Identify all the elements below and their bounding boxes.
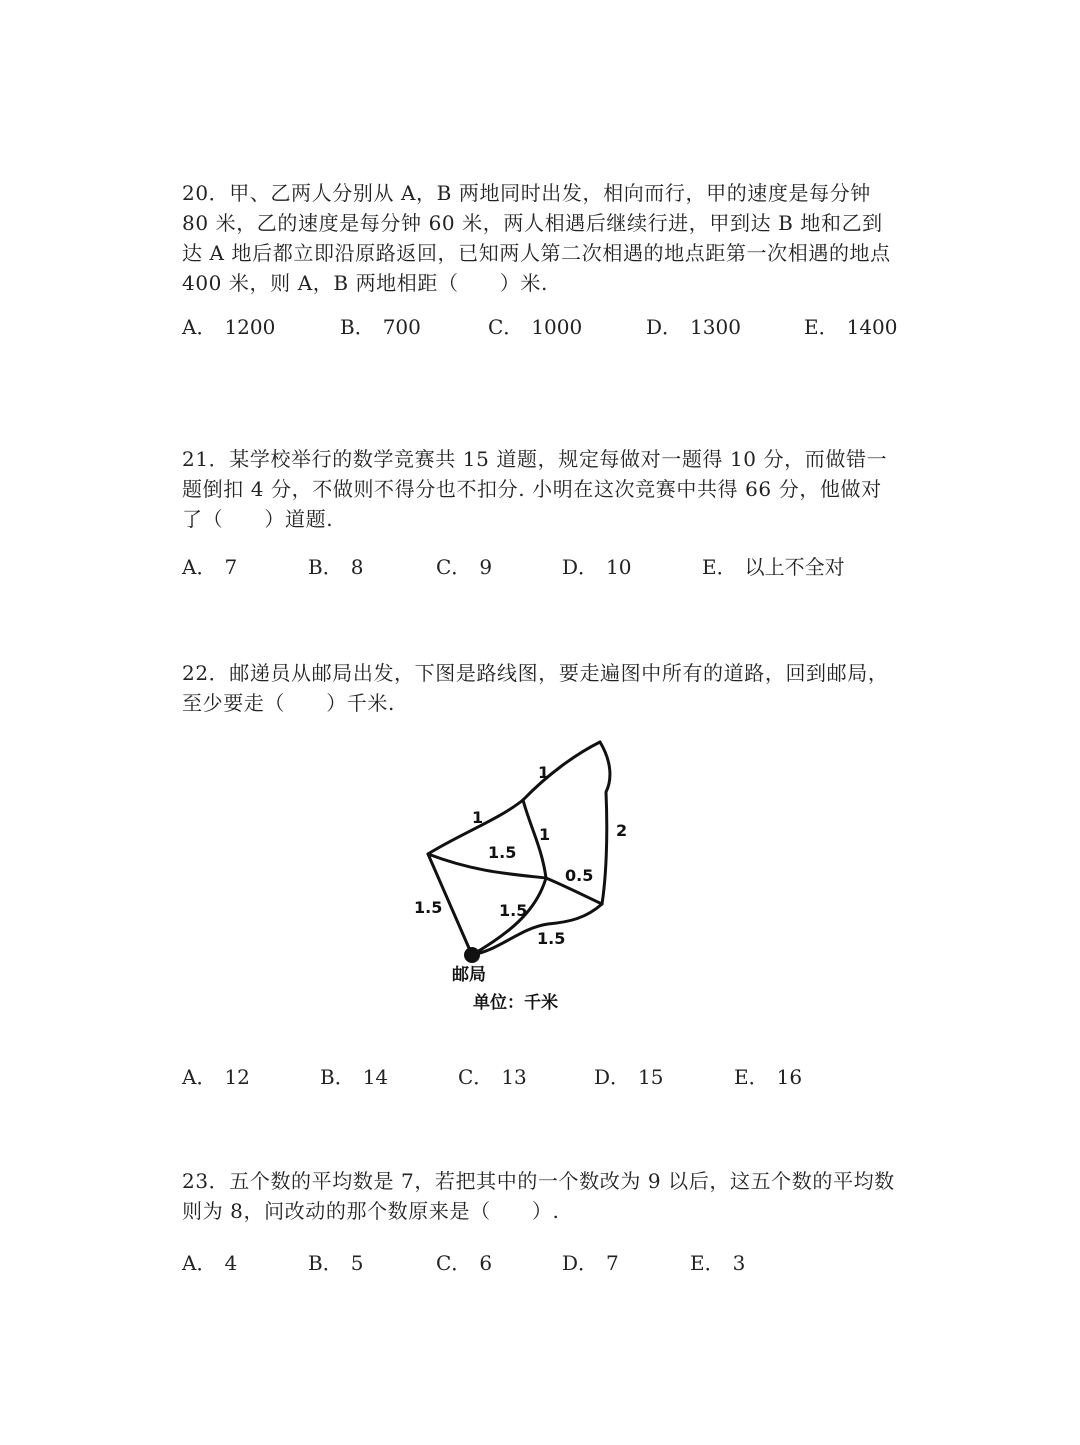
option-22-d: D． 15 [594,1065,664,1089]
option-22-a: A． 12 [182,1065,250,1089]
option-20-d: D． 1300 [646,315,741,339]
option-21-e: E． 以上不全对 [702,555,845,579]
option-21-b: B． 8 [308,555,364,579]
option-20-e: E． 1400 [804,315,898,339]
question-20-options [182,312,902,342]
option-23-e: E． 3 [690,1251,746,1275]
edge-label-upper-left: 1 [472,808,484,827]
edge-label-inner: 1 [539,825,551,844]
question-21-text: 21．某学校举行的数学竞赛共 15 道题，规定每做对一题得 10 分，而做错一题倒扣 4 分，不做则不得分也不扣分. 小明在这次竞赛中共得 66 分，他做对了（ ）道题. [182,447,888,531]
question-22-text: 22．邮递员从邮局出发，下图是路线图，要走遍图中所有的道路，回到邮局，至少要走（ ）千米. [182,661,889,715]
option-23-d: D． 7 [562,1251,619,1275]
edge-label-middle: 1.5 [488,843,517,862]
edge-label-left: 1.5 [414,898,443,917]
question-22-options [182,1062,902,1092]
route-map-figure [400,728,660,1028]
post-office-label: 邮局 [452,965,486,985]
road-right-2 [600,742,610,904]
question-23-options [182,1248,902,1278]
option-23-c: C． 6 [436,1251,493,1275]
option-22-e: E． 16 [734,1065,803,1089]
option-21-d: D． 10 [562,555,632,579]
edge-label-right: 2 [616,821,628,840]
option-20-b: B． 700 [340,315,421,339]
post-office-node [464,947,480,963]
road-middle-1-5 [428,854,546,878]
option-21-c: C． 9 [436,555,493,579]
edge-label-center-right: 0.5 [565,866,594,885]
road-top-1 [523,742,600,800]
unit-caption: 单位：千米 [473,993,558,1013]
question-23-text: 23．五个数的平均数是 7，若把其中的一个数改为 9 以后，这五个数的平均数则为 8，问改动的那个数原来是（ ）. [182,1169,895,1223]
option-22-b: B． 14 [320,1065,389,1089]
option-20-c: C． 1000 [488,315,583,339]
question-21-options [182,552,902,582]
edge-label-top: 1 [538,763,550,782]
option-23-b: B． 5 [308,1251,364,1275]
option-20-a: A． 1200 [182,315,276,339]
option-21-a: A． 7 [182,555,238,579]
question-20-text: 20．甲、乙两人分别从 A，B 两地同时出发，相向而行，甲的速度是每分钟 80 米，乙的速度是每分钟 60 米，两人相遇后继续行进，甲到达 B 地和乙到达 A 地后都立即沿原路返回，已知两人第二次相遇的地点距第一次相遇的地点 400 米，则 A，B 两地相距（ ）米. [182,181,891,295]
edge-label-center-post: 1.5 [499,901,528,920]
option-22-c: C． 13 [458,1065,527,1089]
edge-label-bottom: 1.5 [537,929,566,948]
route-map-svg [400,728,660,1028]
option-23-a: A． 4 [182,1251,238,1275]
